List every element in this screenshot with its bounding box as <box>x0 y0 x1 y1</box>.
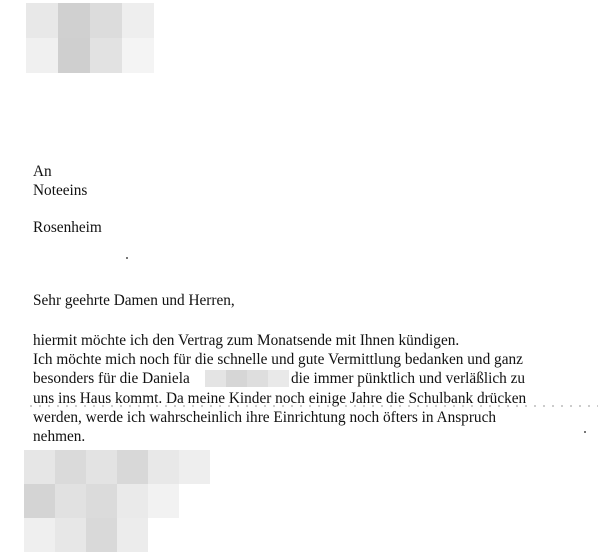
body-line: nehmen. <box>33 428 86 445</box>
redacted-sender-block <box>26 3 154 73</box>
redacted-signature-block <box>24 450 210 552</box>
body-line: hiermit möchte ich den Vertrag zum Monatsende mit Ihnen kündigen. <box>33 332 460 349</box>
body-line: Ich möchte mich noch für die schnelle und gute Vermittlung bedanken und ganz <box>33 351 523 368</box>
redacted-surname <box>205 370 289 387</box>
body-line: besonders für die Daniela <box>33 370 190 387</box>
body-line: werden, werde ich wahrscheinlich ihre Einrichtung noch öfters in Anspruch <box>33 409 497 426</box>
body-line: die immer pünktlich und verläßlich zu <box>291 370 526 387</box>
body-line: uns ins Haus kommt. Da meine Kinder noch einige Jahre die Schulbank drücken <box>33 390 527 407</box>
recipient-organization: Noteeins <box>33 182 88 199</box>
recipient-prefix: An <box>33 163 52 180</box>
salutation: Sehr geehrte Damen und Herren, <box>33 292 235 309</box>
scan-speck <box>126 257 128 259</box>
recipient-city: Rosenheim <box>33 219 102 236</box>
scan-speck <box>584 431 586 433</box>
scan-artifact-dotted-line <box>0 403 600 409</box>
